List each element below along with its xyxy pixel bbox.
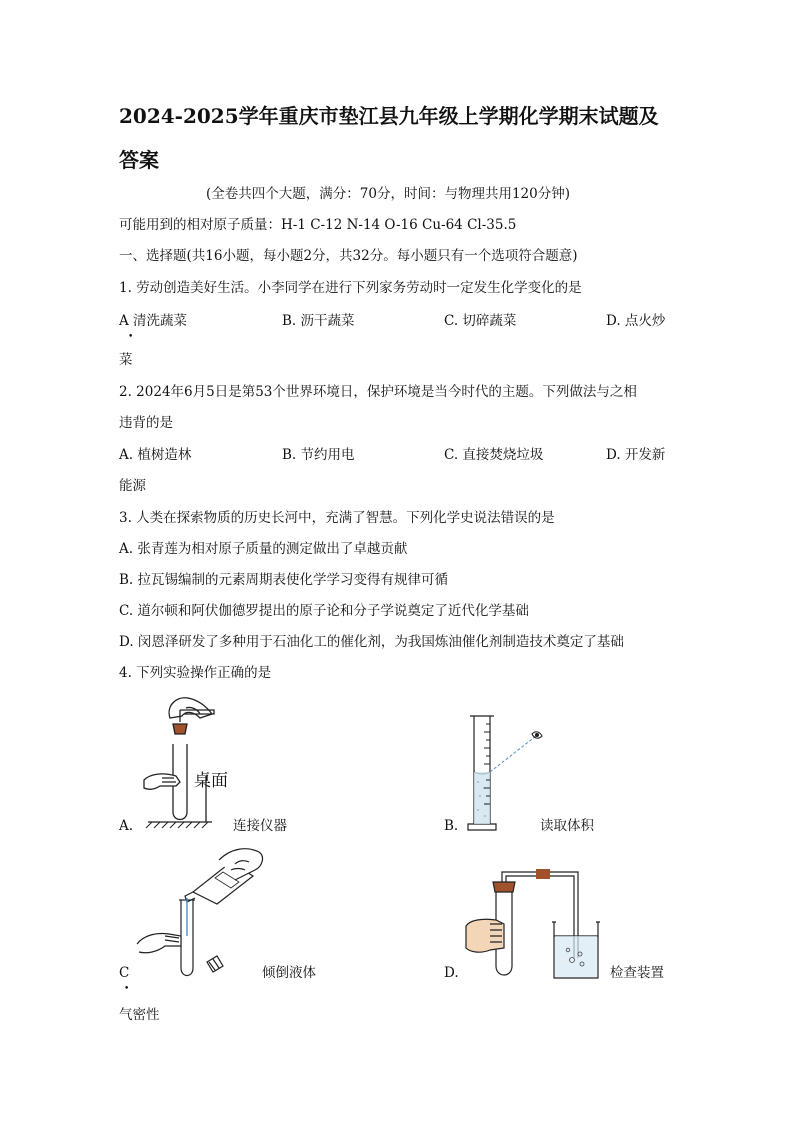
q1-option-b: B. 沥干蔬菜 xyxy=(282,313,355,329)
q2-option-c: C. 直接焚烧垃圾 xyxy=(444,447,544,463)
emphasis-dot: • xyxy=(128,332,134,342)
q3-stem: 3. 人类在探索物质的历史长河中，充满了智慧。下列化学史说法错误的是 xyxy=(119,510,555,526)
q2-stem-line1: 2. 2024年6月5日是第53个世界环境日，保护环境是当今时代的主题。下列做法与之相 xyxy=(119,384,637,400)
figure-a-table-label: 桌面 xyxy=(194,771,228,791)
q3-option-a: A. 张青莲为相对原子质量的测定做出了卓越贡献 xyxy=(119,541,408,557)
q4-stem: 4. 下列实验操作正确的是 xyxy=(119,665,272,681)
q2-option-d-wrap: 能源 xyxy=(119,478,146,494)
figure-connect-instruments xyxy=(140,690,250,830)
q2-option-d: D. 开发新 xyxy=(606,447,666,463)
figure-d-caption-wrap: 气密性 xyxy=(119,1007,160,1023)
q1-option-d-wrap: 菜 xyxy=(119,352,133,368)
figure-c-caption: 倾倒液体 xyxy=(262,965,316,981)
figure-b-letter: B. xyxy=(444,818,459,834)
emphasis-dot: • xyxy=(124,984,130,994)
section-heading: 一、选择题(共16小题，每小题2分，共32分。每小题只有一个选项符合题意) xyxy=(119,248,578,264)
atomic-masses: 可能用到的相对原子质量：H-1 C-12 N-14 O-16 Cu-64 Cl-35.5 xyxy=(119,217,517,233)
q3-option-c: C. 道尔顿和阿伏伽德罗提出的原子论和分子学说奠定了近代化学基础 xyxy=(119,603,529,619)
figure-check-airtightness xyxy=(462,862,612,984)
q2-option-a: A. 植树造林 xyxy=(119,447,192,463)
q1-option-d: D. 点火炒 xyxy=(606,313,666,329)
q1-option-c: C. 切碎蔬菜 xyxy=(444,313,517,329)
figure-d-letter: D. xyxy=(444,965,459,981)
figure-pour-liquid xyxy=(135,840,275,980)
q2-stem-line2: 违背的是 xyxy=(119,415,173,431)
page-title-line1: 2024-2025学年重庆市垫江县九年级上学期化学期末试题及 xyxy=(119,104,659,128)
q3-option-d: D. 闵恩泽研发了多种用于石油化工的催化剂，为我国炼油催化剂制造技术奠定了基础 xyxy=(119,634,624,650)
figure-a-caption: 连接仪器 xyxy=(233,818,287,834)
q1-stem: 1. 劳动创造美好生活。小李同学在进行下列家务劳动时一定发生化学变化的是 xyxy=(119,280,582,296)
figure-a-letter: A. xyxy=(119,818,134,834)
figure-c-letter: C xyxy=(119,965,130,981)
q1-option-a: A 清洗蔬菜 xyxy=(119,313,188,329)
figure-d-caption: 检查装置 xyxy=(610,965,664,981)
q2-option-b: B. 节约用电 xyxy=(282,447,355,463)
figure-read-volume xyxy=(460,712,550,834)
page-title-line2: 答案 xyxy=(119,148,159,172)
exam-info: (全卷共四个大题，满分：70分，时间：与物理共用120分钟) xyxy=(206,186,570,202)
figure-b-caption: 读取体积 xyxy=(540,818,594,834)
q3-option-b: B. 拉瓦锡编制的元素周期表使化学学习变得有规律可循 xyxy=(119,572,449,588)
